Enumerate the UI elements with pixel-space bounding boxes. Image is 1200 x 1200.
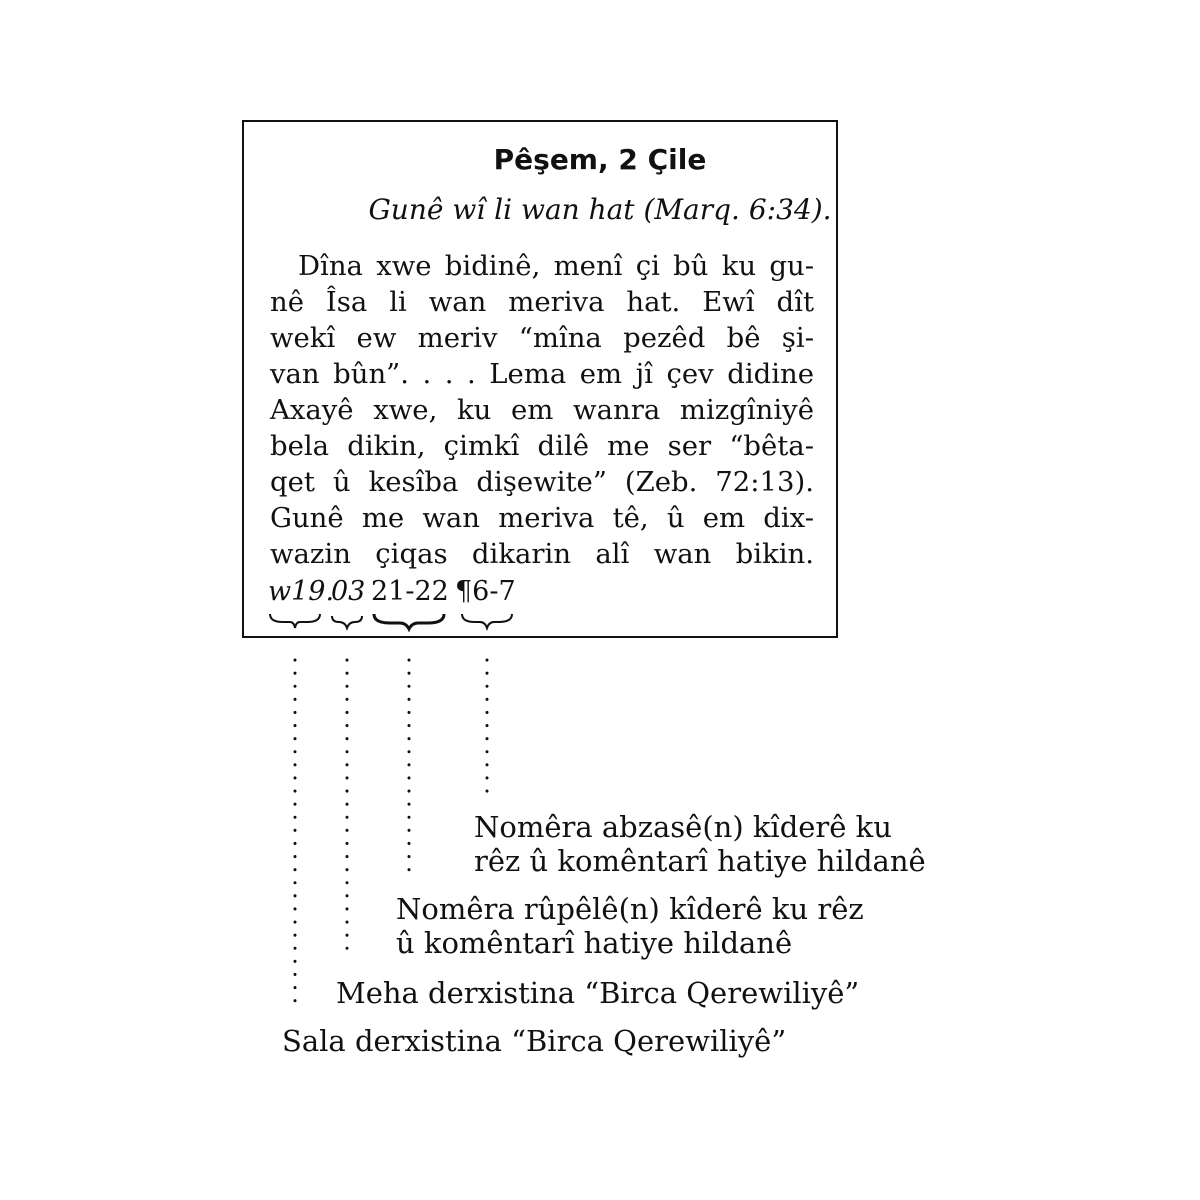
body-line: Dîna xwe bidinê, menî çi bû ku gu- [298, 250, 814, 282]
body-line: nê Îsa li wan meriva hat. Ewî dît [270, 286, 814, 318]
issue-year-explanation: Sala derxistina “Birca Qerewiliyê” [282, 1024, 787, 1058]
reference-publication: w19. [268, 576, 335, 607]
brace-pages [374, 614, 444, 629]
body-line: qet û kesîba dişewite” (Zeb. 72:13). [270, 466, 814, 498]
body-line: van bûn”. . . . Lema em jî çev didine [270, 358, 814, 390]
body-line: wekî ew meriv “mîna pezêd bê şi- [270, 322, 814, 354]
reference-pages: 21-22 [371, 576, 449, 607]
body-line: wazin çiqas dikarin alî wan bikin. [270, 538, 814, 570]
brace-paragraphs [462, 614, 512, 628]
issue-month-explanation: Meha derxistina “Birca Qerewiliyê” [336, 976, 860, 1010]
brace-issue [332, 616, 362, 628]
reference-paragraphs: ¶6-7 [455, 576, 516, 607]
explanation-line: û komêntarî hatiye hildanê [396, 926, 793, 960]
scripture-quote: Gunê wî li wan hat (Marq. 6:34). [368, 193, 832, 226]
explanation-line: Nomêra abzasê(n) kîderê ku [474, 810, 892, 844]
brace-publication [270, 614, 320, 628]
paragraph-number-explanation [474, 810, 926, 878]
page-number-explanation [396, 892, 864, 960]
explanation-line: Nomêra rûpêlê(n) kîderê ku rêz [396, 892, 864, 926]
date-heading: Pêşem, 2 Çile [493, 143, 707, 176]
reference-issue: 03 [331, 576, 366, 607]
body-line: bela dikin, çimkî dilê me ser “bêta- [270, 430, 814, 462]
body-line: Axayê xwe, ku em wanra mizgîniyê [270, 394, 814, 426]
explanation-line: rêz û komêntarî hatiye hildanê [474, 844, 926, 878]
body-line: Gunê me wan meriva tê, û em dix- [270, 502, 814, 534]
